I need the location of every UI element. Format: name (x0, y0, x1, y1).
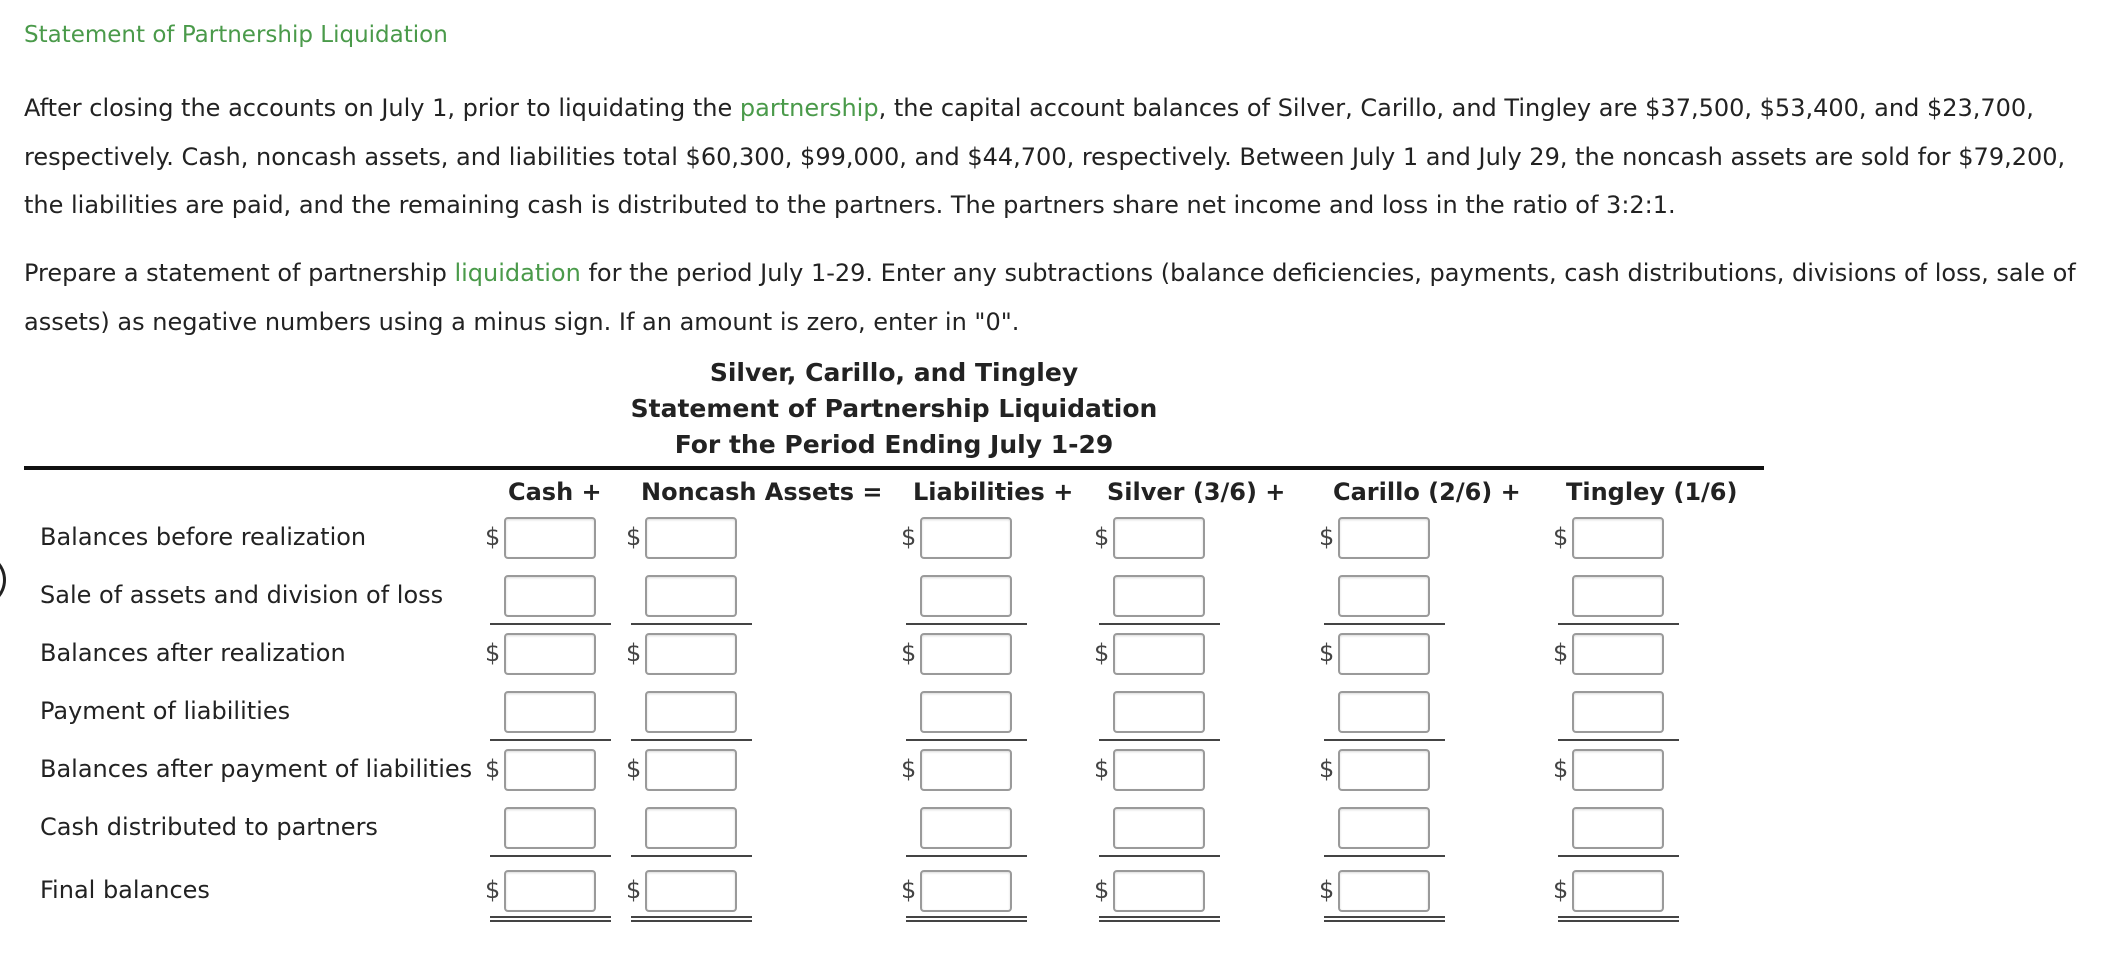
dollar-sign: $ (901, 639, 917, 667)
dollar-sign: $ (1094, 876, 1110, 904)
balances-before-realization-silver-input[interactable] (1113, 517, 1205, 559)
dollar-sign: $ (1319, 876, 1335, 904)
p1-text-line2: respectively. Cash, noncash assets, and liabilities total $60,300, $99,000, and $44,700, respectively. Between July 1 and July 29, the noncash assets are sold for $79,200, (24, 142, 2066, 171)
subtotal-underline (490, 739, 611, 741)
dollar-sign: $ (1319, 523, 1335, 551)
subtotal-underline (1099, 855, 1220, 857)
balances-after-payment-noncash-assets-input[interactable] (645, 749, 737, 791)
dollar-sign: $ (901, 876, 917, 904)
dollar-sign: $ (485, 523, 501, 551)
balances-before-realization-liabilities-input[interactable] (920, 517, 1012, 559)
subtotal-underline (906, 855, 1027, 857)
subtotal-underline (1099, 623, 1220, 625)
dollar-sign: $ (1094, 639, 1110, 667)
dollar-sign: $ (901, 755, 917, 783)
payment-of-liabilities-liabilities-input[interactable] (920, 691, 1012, 733)
subtotal-underline (490, 855, 611, 857)
balances-before-realization-carillo-input[interactable] (1338, 517, 1430, 559)
dollar-sign: $ (1553, 639, 1569, 667)
row-label-payment-of-liabilities: Payment of liabilities (40, 697, 291, 725)
column-header-silver: Silver (3/6) + (1107, 478, 1286, 506)
row-label-cash-distributed: Cash distributed to partners (40, 813, 378, 841)
total-double-underline (1099, 916, 1220, 922)
row-label-balances-after-realization: Balances after realization (40, 639, 346, 667)
cash-distributed-liabilities-input[interactable] (920, 807, 1012, 849)
p2-text-line1-rest: for the period July 1-29. Enter any subtractions (balance deficiencies, payments, cash distributions, divisions of loss, sale of (580, 259, 2076, 287)
p1-text-line1-rest: , the capital account balances of Silver, Carillo, and Tingley are $37,500, $53,400, and $23,700, (878, 94, 2034, 122)
problem-paragraph-2 (24, 249, 2094, 346)
subtotal-underline (631, 739, 752, 741)
balances-after-realization-tingley-input[interactable] (1572, 633, 1664, 675)
dollar-sign: $ (1553, 523, 1569, 551)
subtotal-underline (906, 739, 1027, 741)
partial-circle-icon (0, 553, 6, 607)
liquidation-link[interactable]: liquidation (454, 259, 581, 287)
sale-of-assets-noncash-assets-input[interactable] (645, 575, 737, 617)
final-balances-liabilities-input[interactable] (920, 870, 1012, 912)
payment-of-liabilities-tingley-input[interactable] (1572, 691, 1664, 733)
column-header-carillo: Carillo (2/6) + (1333, 478, 1521, 506)
subtotal-underline (1558, 739, 1679, 741)
column-header-noncash-assets: Noncash Assets = (641, 478, 883, 506)
balances-before-realization-cash-input[interactable] (504, 517, 596, 559)
sale-of-assets-liabilities-input[interactable] (920, 575, 1012, 617)
dollar-sign: $ (485, 639, 501, 667)
total-double-underline (490, 916, 611, 922)
dollar-sign: $ (901, 523, 917, 551)
subtotal-underline (1324, 855, 1445, 857)
cash-distributed-noncash-assets-input[interactable] (645, 807, 737, 849)
balances-after-payment-cash-input[interactable] (504, 749, 596, 791)
cash-distributed-tingley-input[interactable] (1572, 807, 1664, 849)
dollar-sign: $ (1553, 876, 1569, 904)
partnership-link[interactable]: partnership (739, 94, 879, 122)
sale-of-assets-tingley-input[interactable] (1572, 575, 1664, 617)
balances-before-realization-noncash-assets-input[interactable] (645, 517, 737, 559)
problem-paragraph-1 (24, 84, 2094, 230)
row-label-balances-before-realization: Balances before realization (40, 523, 367, 551)
dollar-sign: $ (485, 755, 501, 783)
dollar-sign: $ (1319, 639, 1335, 667)
subtotal-underline (1324, 623, 1445, 625)
payment-of-liabilities-noncash-assets-input[interactable] (645, 691, 737, 733)
subtotal-underline (1099, 739, 1220, 741)
payment-of-liabilities-carillo-input[interactable] (1338, 691, 1430, 733)
balances-after-realization-silver-input[interactable] (1113, 633, 1205, 675)
column-header-cash: Cash + (508, 478, 602, 506)
balances-after-realization-liabilities-input[interactable] (920, 633, 1012, 675)
statement-header-rule (24, 466, 1764, 470)
balances-after-realization-cash-input[interactable] (504, 633, 596, 675)
subtotal-underline (906, 623, 1027, 625)
p1-text-start: After closing the accounts on July 1, prior to liquidating the (24, 94, 740, 122)
column-header-liabilities: Liabilities + (913, 478, 1074, 506)
dollar-sign: $ (626, 523, 642, 551)
column-header-tingley: Tingley (1/6) (1566, 478, 1738, 506)
problem-title: Statement of Partnership Liquidation (24, 22, 448, 48)
dollar-sign: $ (626, 876, 642, 904)
final-balances-tingley-input[interactable] (1572, 870, 1664, 912)
balances-before-realization-tingley-input[interactable] (1572, 517, 1664, 559)
dollar-sign: $ (485, 876, 501, 904)
dollar-sign: $ (1094, 755, 1110, 783)
balances-after-payment-silver-input[interactable] (1113, 749, 1205, 791)
final-balances-noncash-assets-input[interactable] (645, 870, 737, 912)
dollar-sign: $ (1319, 755, 1335, 783)
dollar-sign: $ (626, 639, 642, 667)
statement-company-heading: Silver, Carillo, and Tingley (709, 358, 1079, 387)
total-double-underline (906, 916, 1027, 922)
cash-distributed-cash-input[interactable] (504, 807, 596, 849)
p2-text-start: Prepare a statement of partnership (24, 259, 455, 287)
statement-period-heading: For the Period Ending July 1-29 (674, 430, 1114, 459)
dollar-sign: $ (1094, 523, 1110, 551)
p1-text-line3: the liabilities are paid, and the remaining cash is distributed to the partners. The partners share net income and loss in the ratio of 3:2:1. (24, 191, 1676, 219)
dollar-sign: $ (626, 755, 642, 783)
balances-after-payment-carillo-input[interactable] (1338, 749, 1430, 791)
total-double-underline (1324, 916, 1445, 922)
subtotal-underline (1558, 623, 1679, 625)
sale-of-assets-cash-input[interactable] (504, 575, 596, 617)
subtotal-underline (490, 623, 611, 625)
total-double-underline (631, 916, 752, 922)
balances-after-payment-tingley-input[interactable] (1572, 749, 1664, 791)
balances-after-payment-liabilities-input[interactable] (920, 749, 1012, 791)
p2-text-line2: assets) as negative numbers using a minus sign. If an amount is zero, enter in "0". (24, 307, 1020, 336)
balances-after-realization-noncash-assets-input[interactable] (645, 633, 737, 675)
subtotal-underline (1558, 855, 1679, 857)
row-label-final-balances: Final balances (40, 876, 210, 904)
sale-of-assets-silver-input[interactable] (1113, 575, 1205, 617)
final-balances-cash-input[interactable] (504, 870, 596, 912)
dollar-sign: $ (1553, 755, 1569, 783)
final-balances-carillo-input[interactable] (1338, 870, 1430, 912)
cash-distributed-silver-input[interactable] (1113, 807, 1205, 849)
payment-of-liabilities-cash-input[interactable] (504, 691, 596, 733)
cash-distributed-carillo-input[interactable] (1338, 807, 1430, 849)
statement-title-heading: Statement of Partnership Liquidation (630, 394, 1158, 423)
subtotal-underline (631, 855, 752, 857)
balances-after-realization-carillo-input[interactable] (1338, 633, 1430, 675)
row-label-balances-after-payment: Balances after payment of liabilities (40, 755, 473, 783)
subtotal-underline (631, 623, 752, 625)
final-balances-silver-input[interactable] (1113, 870, 1205, 912)
row-label-sale-of-assets: Sale of assets and division of loss (40, 581, 444, 609)
sale-of-assets-carillo-input[interactable] (1338, 575, 1430, 617)
total-double-underline (1558, 916, 1679, 922)
subtotal-underline (1324, 739, 1445, 741)
payment-of-liabilities-silver-input[interactable] (1113, 691, 1205, 733)
